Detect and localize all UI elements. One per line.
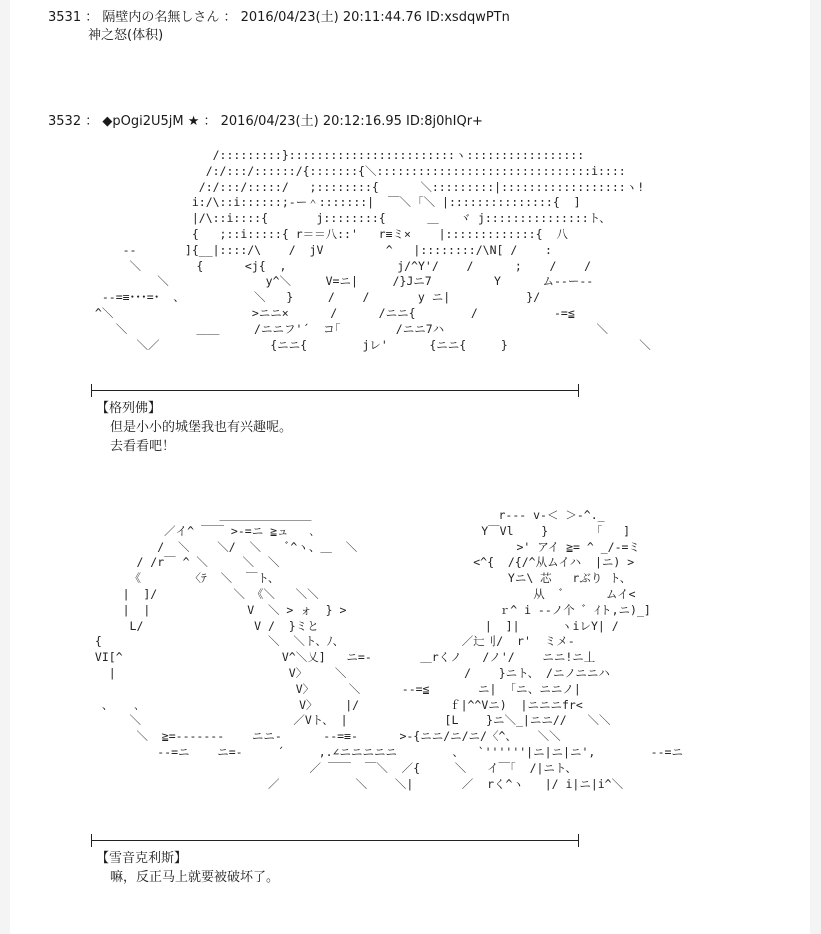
dialogue-line: 去看看吧！ xyxy=(110,439,176,454)
separator-cap-right-2 xyxy=(578,834,579,847)
post-header-3531: 3531 ： 隔壁内の名無しさん ： 2016/04/23(土) 20:11:44.76 ID:xsdqwPTn xyxy=(48,10,510,25)
dialogue-line: 但是小小的城堡我也有兴趣呢。 xyxy=(110,420,293,435)
post-body-3531: 神之怒(体积) xyxy=(88,28,164,43)
dialogue-line: 嘛，反正马上就要被破坏了。 xyxy=(110,870,280,885)
thread-sheet xyxy=(10,0,810,934)
separator-cap-left-1 xyxy=(91,384,92,397)
speaker-name-chris: 【雪音克利斯】 xyxy=(96,851,188,866)
separator-cap-left-2 xyxy=(91,834,92,847)
separator-cap-right-1 xyxy=(578,384,579,397)
ascii-art-chris: ＿＿＿＿＿＿＿＿ r‐‐‐ v-＜ ＞-^._ ／イ^ ￣￣ >-=ニ ≧ュ ､ Y￣Vl } ｢ ] / ＼ ＼/ ＼ ﾞ^ヽ、＿ ＼ >' アイ ≧= ^ _/‐=ミ / /r￣ ^ ＼ ＼ ＼ <^{ /{/^从ムイハ |ニ) > 《 〈ﾃ ＼ ￣ト、 Yニ\ 芯 rぶり ト、 | ]/ ＼ 《＼ ＼＼ 从 ﾞ ムイ< | | V ＼ > ォ } > ｒ^ i ‐-ノ个 ﾞ ｲト,ニ)_] L/ V / }ミと | ]| ヽiレY| / { ＼ ＼ト、ﾉ、 ／辷刂/ r' ミメ‐ VI[^ V^＼乂] ニ=- ＿rくノ /ノ'/ ニニ!ニ丄 | V〉 ＼ / }ニト、 /ニノニニハ V〉 ＼ ‐‐=≦ ニ| ｢ニ、ニニノ| 、 ､ V〉 |/ ｆ|^^Vニ) |ニニニfr< ＼ ／Vト、 | [L }ニ＼_|ニニ// ＼＼ ＼ ≧=‐‐‐‐‐‐‐ ニニ- ‐‐=≡- >-{ニニ/ニ/ニ/〈^、 ＼＼ ‐‐=ニ ニ=- ´ ,.∠ニニニニニ 、 `''''''|ニ|ニ|ニ', ‐‐=ニ ／ ￣￣ ￣＼ ／{ ＼ イ￣｢ /|ニト、 ／ ＼ ＼| ／ rく^ヽ |/ i|ニ|i^＼ xyxy=(94,508,683,791)
speaker-name-gulliver: 【格列佛】 xyxy=(96,401,162,416)
post-header-3532: 3532 ： ◆pOgi2U5jM ★ ： 2016/04/23(土) 20:12:16.95 ID:8j0hIQr+ xyxy=(48,114,483,129)
separator-rule-1 xyxy=(91,390,579,391)
ascii-art-gulliver: /:::::::::}::::::::::::::::::::::::ヽ::::::::::::::::: /:/:::/::::::/{:::::::{＼:::::::::::::::::::::::::::::::i:::: /:/:::/:::::/ ;::::::::{ ＼:::::::::|::::::::::::::::::ヽ! i:/\::i::::::;‐ー＾:::::::| ￣＼ ｢＼ |:::::::::::::::{ ] |/\::i::::{ j::::::::{ ＿ ヾ j:::::::::::::::ト、 { ;::i:::::{ r＝＝八::' r≡ミ× |:::::::::::::{ 八 ‐‐ ]{__|::::/\ / jV ^ |::::::::/\N[ / : ＼ { <j{ , j/^Y'/ / ; / / ＼ y^＼ V=ニ| /}Jニ7 Y ム‐‐ー‐‐ ‐‐=≡･･･=･ 、 ＼ } / / y ニ| }/ ^＼ >ニニ× / /ニニ{ / ‐=≦ ＼ ＿＿ /ニニフ'´ コ｢ /ニニ7ハ ＼ ＼／ {ニニ{ jレ' {ニニ{ } ＼ xyxy=(94,148,651,352)
separator-rule-2 xyxy=(91,840,579,841)
